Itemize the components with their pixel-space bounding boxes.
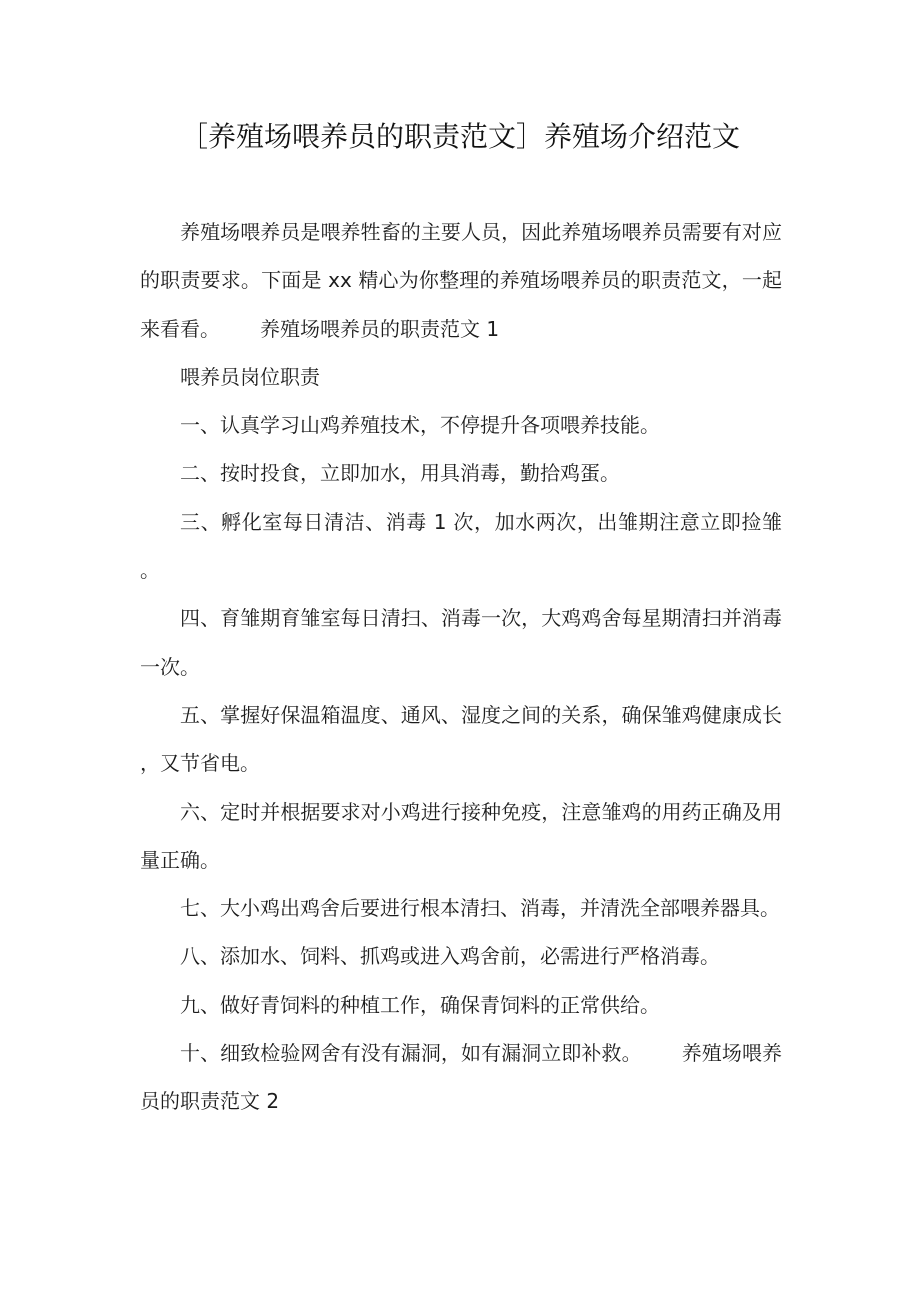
- section-heading-1: 养殖场喂养员的职责范文 1: [260, 316, 500, 341]
- duty-item-10: [140, 1029, 782, 1126]
- document-body: [140, 208, 782, 1126]
- duty-item-4: 四、育雏期育雏室每日清扫、消毒一次，大鸡鸡舍每星期清扫并消毒一次。: [140, 606, 782, 679]
- duty-item-1: 一、认真学习山鸡养殖技术，不停提升各项喂养技能。: [180, 413, 660, 438]
- duty-item-9: 九、做好青饲料的种植工作，确保青饲料的正常供给。: [180, 992, 660, 1017]
- document-title: ［养殖场喂养员的职责范文］养殖场介绍范文: [179, 120, 740, 153]
- duty-item-8: 八、添加水、饲料、抓鸡或进入鸡舍前，必需进行严格消毒。: [180, 944, 720, 969]
- duty-item-3: 三、孵化室每日清洁、消毒 1 次，加水两次，出雏期注意立即捡雏。: [140, 509, 782, 583]
- section-heading-2: 养殖场喂养员的职责范文 2: [140, 1041, 783, 1114]
- duty-item-2: 二、按时投食，立即加水，用具消毒，勤拾鸡蛋。: [180, 461, 620, 486]
- duty-item-6: 六、定时并根据要求对小鸡进行接种免疫，注意雏鸡的用药正确及用量正确。: [140, 799, 782, 872]
- duty-item-7: 七、大小鸡出鸡舍后要进行根本清扫、消毒，并清洗全部喂养器具。: [180, 896, 780, 921]
- duty-item-10-text: 十、细致检验网舍有没有漏洞，如有漏洞立即补救。: [180, 1041, 642, 1066]
- duty-item-5: 五、掌握好保温箱温度、通风、湿度之间的关系，确保雏鸡健康成长，又节省电。: [140, 702, 782, 776]
- intro-text: 养殖场喂养员是喂养牲畜的主要人员，因此养殖场喂养员需要有对应的职责要求。下面是 xx 精心为你整理的养殖场喂养员的职责范文，一起来看看。: [140, 220, 782, 341]
- subheading-paragraph: 喂养员岗位职责: [180, 364, 320, 389]
- intro-paragraph: [140, 208, 782, 353]
